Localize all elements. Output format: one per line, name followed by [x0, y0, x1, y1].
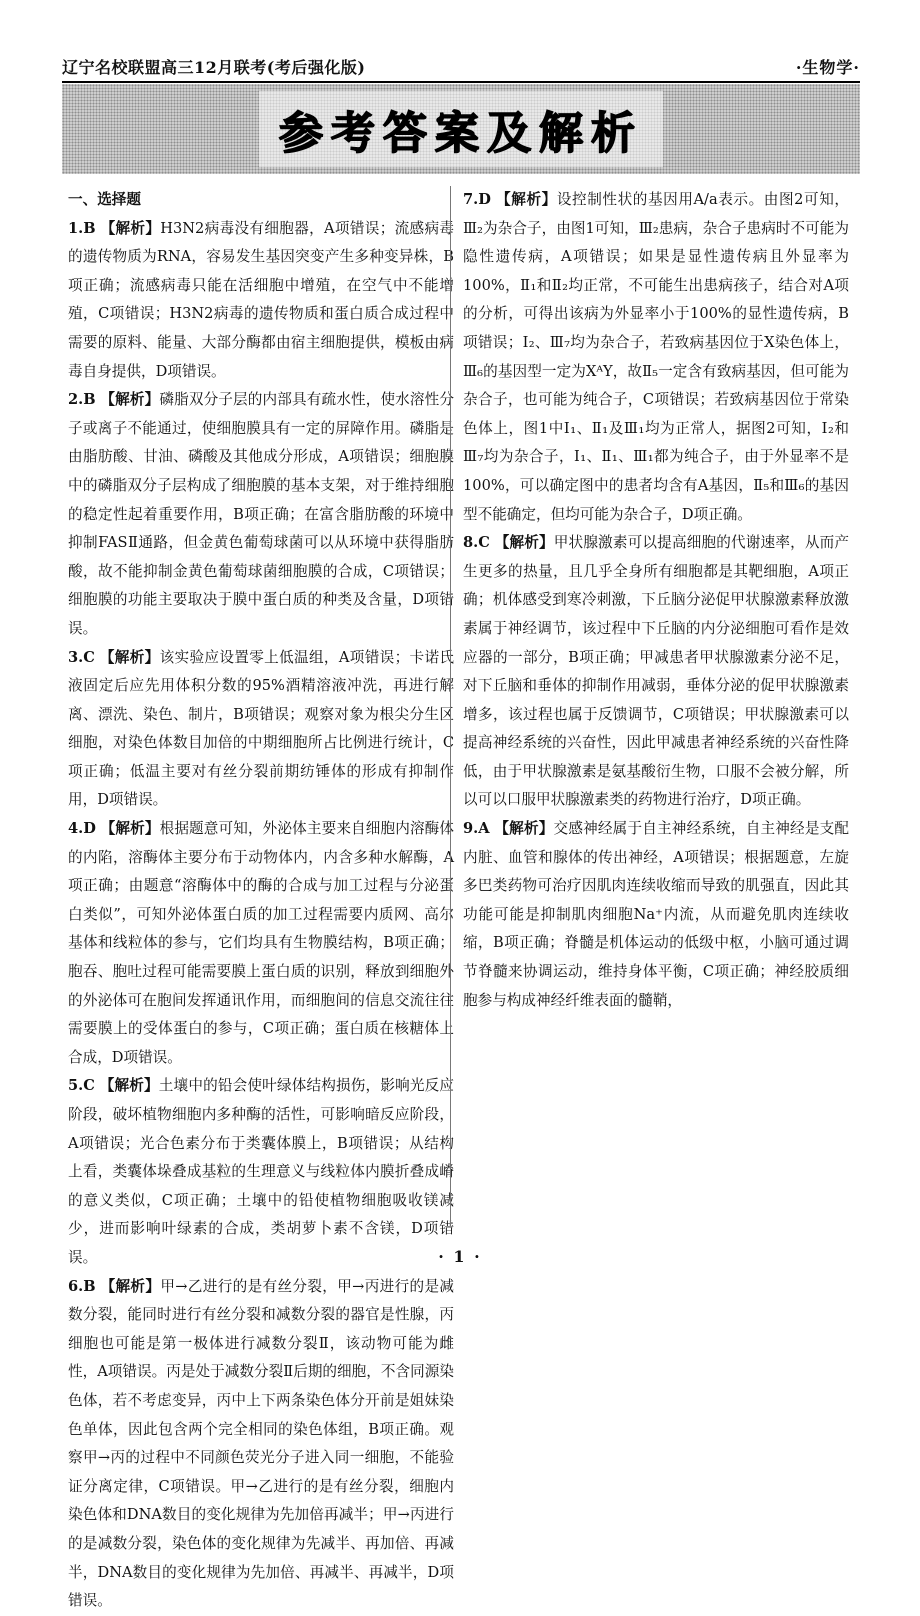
- analysis-tag: 【解析】: [494, 534, 554, 552]
- answer-item-3: [68, 644, 454, 816]
- analysis-tag: 【解析】: [100, 1277, 161, 1295]
- item-text: 甲状腺激素可以提高细胞的代谢速率，从而产生更多的热量，且几乎全身所有细胞都是其靶细胞，A项正确；机体感受到寒冷刺激，下丘脑分泌促甲状腺激素释放激素属于神经调节，该过程中下丘脑的内分泌细胞可看作是效应器的一部分，B项正确；甲减患者甲状腺激素分泌不足，对下丘脑和垂体的抑制作用减弱，垂体分泌的促甲状腺激素增多，该过程也属于反馈调节，C项错误；甲状腺激素可以提高神经系统的兴奋性，因此甲减患者神经系统的兴奋性降低，由于甲状腺激素是氨基酸衍生物，口服不会被分解，所以可以口服甲状腺激素类的药物进行治疗，D项正确。: [463, 534, 849, 809]
- item-text: 磷脂双分子层的内部具有疏水性，使水溶性分子或离子不能通过，使细胞膜具有一定的屏障作用。磷脂是由脂肪酸、甘油、磷酸及其他成分形成，A项错误；细胞膜中的磷脂双分子层构成了细胞膜的基本支架，对于维持细胞的稳定性起着重要作用，B项正确；在富含脂肪酸的环境中抑制FASⅡ通路，但金黄色葡萄球菌可以从环境中获得脂肪酸，故不能抑制金黄色葡萄球菌细胞膜的合成，C项错误；细胞膜的功能主要取决于膜中蛋白质的种类及含量，D项错误。: [68, 391, 454, 637]
- item-number: 3.C: [68, 648, 95, 666]
- answer-item-7: [463, 186, 849, 529]
- analysis-tag: 【解析】: [496, 191, 557, 208]
- column-divider: [450, 186, 451, 1226]
- analysis-tag: 【解析】: [494, 820, 554, 838]
- analysis-tag: 【解析】: [99, 1077, 159, 1095]
- answer-item-6: [68, 1273, 454, 1616]
- item-number: 6.B: [68, 1277, 96, 1295]
- right-column: [463, 186, 849, 1015]
- item-text: 根据题意可知，外泌体主要来自细胞内溶酶体的内陷，溶酶体主要分布于动物体内，内含多种水解酶，A项正确；由题意“溶酶体中的酶的合成与加工过程与分泌蛋白类似”，可知外泌体蛋白质的加工过程需要内质网、高尔基体和线粒体的参与，它们均具有生物膜结构，B项正确；胞吞、胞吐过程可能需要膜上蛋白质的识别，释放到细胞外的外泌体可在胞间发挥通讯作用，而细胞间的信息交流往往需要膜上的受体蛋白的参与，C项正确；蛋白质在核糖体上合成，D项错误。: [68, 820, 454, 1066]
- analysis-tag: 【解析】: [100, 219, 161, 237]
- title-banner: [62, 84, 860, 174]
- item-number: 7.D: [463, 191, 491, 208]
- page-number: · 1 ·: [438, 1247, 482, 1266]
- item-number: 1.B: [68, 219, 96, 237]
- item-number: 9.A: [463, 820, 490, 838]
- exam-title: 辽宁名校联盟高三12月联考(考后强化版): [62, 58, 366, 77]
- item-text: 该实验应设置零上低温组，A项错误；卡诺氏液固定后应先用体积分数的95%酒精溶液冲洗，再进行解离、漂洗、染色、制片，B项错误；观察对象为根尖分生区细胞，对染色体数目加倍的中期细胞所占比例进行统计，C项正确；低温主要对有丝分裂前期纺锤体的形成有抑制作用，D项错误。: [68, 648, 454, 809]
- page-title: 参考答案及解析: [259, 91, 663, 167]
- answer-item-4: [68, 815, 454, 1072]
- left-column: [68, 186, 454, 1616]
- item-text: 甲→乙进行的是有丝分裂，甲→丙进行的是减数分裂，能同时进行有丝分裂和减数分裂的器官是性腺，丙细胞也可能是第一极体进行减数分裂Ⅱ，该动物可能为雌性，A项错误。丙是处于减数分裂Ⅱ后期的细胞，不含同源染色体，若不考虑变异，丙中上下两条染色体分开前是姐妹染色单体，因此包含两个完全相同的染色体组，B项正确。观察甲→丙的过程中不同颜色荧光分子进入同一细胞，不能验证分离定律，C项错误。甲→乙进行的是有丝分裂，细胞内染色体和DNA数目的变化规律为先加倍再减半；甲→丙进行的是减数分裂，染色体的变化规律为先减半、再加倍、再减半，DNA数目的变化规律为先加倍、再减半、再减半，D项错误。: [68, 1277, 454, 1610]
- analysis-tag: 【解析】: [100, 820, 160, 838]
- item-text: 交感神经属于自主神经系统，自主神经是支配内脏、血管和腺体的传出神经，A项错误；根据题意，左旋多巴类药物可治疗因肌肉连续收缩而导致的肌强直，因此其功能可能是抑制肌肉细胞Na⁺内流，从而避免肌肉连续收缩，B项正确；脊髓是机体运动的低级中枢，小脑可通过调节脊髓来协调运动，维持身体平衡，C项正确；神经胶质细胞参与构成神经纤维表面的髓鞘，: [463, 820, 849, 1009]
- item-number: 8.C: [463, 534, 490, 552]
- analysis-tag: 【解析】: [100, 391, 160, 409]
- item-number: 2.B: [68, 391, 96, 409]
- page-header: [62, 50, 860, 83]
- item-text: H3N2病毒没有细胞器，A项错误；流感病毒的遗传物质为RNA，容易发生基因突变产生多种变异株，B项正确；流感病毒只能在活细胞中增殖，在空气中不能增殖，C项错误；H3N2病毒的遗传物质和蛋白质合成过程中需要的原料、能量、大部分酶都由宿主细胞提供，模板由病毒自身提供，D项错误。: [68, 219, 454, 380]
- item-text: 土壤中的铅会使叶绿体结构损伤，影响光反应阶段，破坏植物细胞内多种酶的活性，可影响暗反应阶段，A项错误；光合色素分布于类囊体膜上，B项错误；从结构上看，类囊体垛叠成基粒的生理意义与线粒体内膜折叠成嵴的意义类似，C项正确；土壤中的铅使植物细胞吸收镁减少，进而影响叶绿素的合成，类胡萝卜素不含镁，D项错误。: [68, 1077, 454, 1266]
- answer-item-1: [68, 215, 454, 387]
- subject-label: ·生物学·: [795, 58, 860, 77]
- item-number: 4.D: [68, 820, 96, 838]
- answer-item-8: [463, 529, 849, 815]
- answer-item-5: [68, 1072, 454, 1272]
- item-number: 5.C: [68, 1077, 95, 1095]
- item-text: 设控制性状的基因用A/a表示。由图2可知，Ⅲ₂为杂合子，由图1可知，Ⅲ₂患病，杂合子患病时不可能为隐性遗传病，A项错误；如果是显性遗传病且外显率为100%，Ⅱ₁和Ⅱ₂均正常，不可能生出患病孩子，结合对A项的分析，可得出该病为外显率小于100%的显性遗传病，B项错误；Ⅰ₂、Ⅲ₇均为杂合子，若致病基因位于X染色体上，Ⅲ₆的基因型一定为XᴬY，故Ⅱ₅一定含有致病基因，但可能为杂合子，也可能为纯合子，C项错误；若致病基因位于常染色体上，图1中Ⅰ₁、Ⅱ₁及Ⅲ₁均为正常人，据图2可知，Ⅰ₂和Ⅲ₇均为杂合子，Ⅰ₁、Ⅱ₁、Ⅲ₁都为纯合子，由于外显率不是100%，可以确定图中的患者均含有A基因，Ⅱ₅和Ⅲ₆的基因型不能确定，但均可能为杂合子，D项正确。: [463, 191, 849, 523]
- answer-item-2: [68, 386, 454, 643]
- analysis-tag: 【解析】: [99, 648, 160, 666]
- answer-item-9: [463, 815, 849, 1015]
- section-title: 一、选择题: [68, 191, 141, 208]
